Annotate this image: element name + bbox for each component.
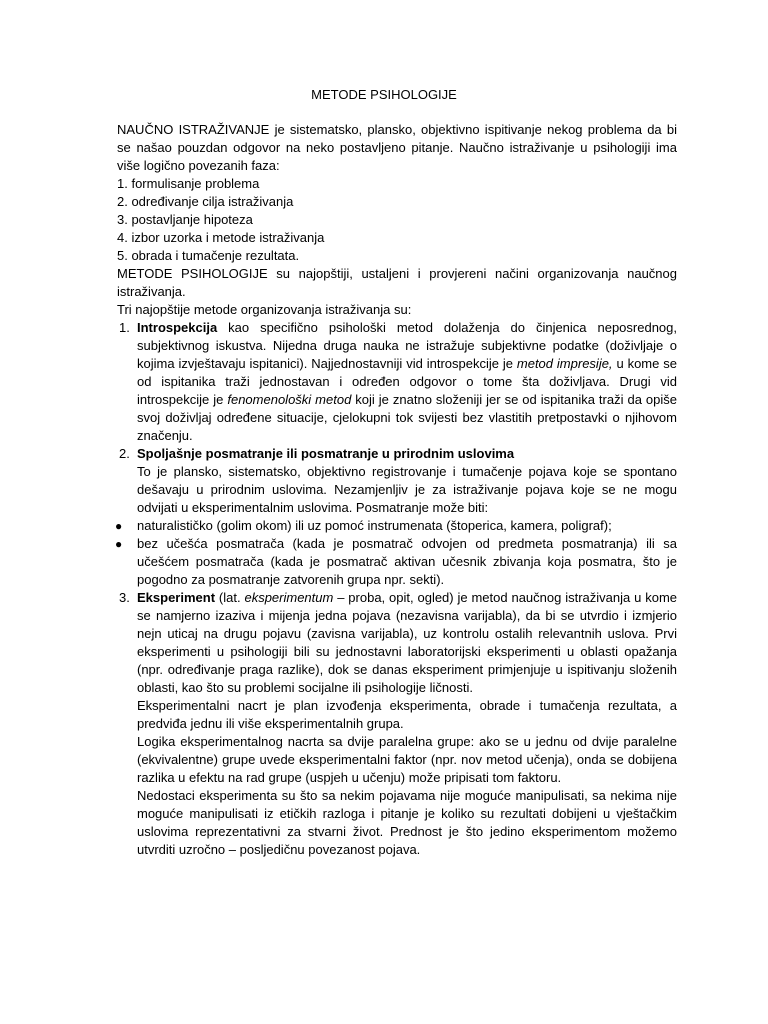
method-text-part: kao specifično psihološki metod dolaženja do činjenica neposrednog, subjektivnog iskustva. Nijedna druga nauka ne istražuje subjektivne podatke (doživljaje o kojima izvještavaju ispitanici). Najjednostavniji vid introspekcije je <box>137 320 677 371</box>
list-item <box>117 517 677 535</box>
list-item: 2. određivanje cilja istraživanja <box>117 194 294 209</box>
method-number: 2. <box>119 446 130 461</box>
method-text-part: – proba, opit, ogled) je metod naučnog istraživanja u kome se namjerno izaziva i mijenja jedna pojava (nezavisna varijabla), da bi se utvrdio i izmjerio nejn uticaj na drugu pojavu (zavisna varijabla), uz kontrolu ostalih relevantnih uslova. Prvi eksperimenti u psihologiji bili su jednostavni laboratorijski eksperimenti u oblasti opažanja (npr. određivanje praga razlike), dok se danas eksperiment primjenjuje u ispitivanju složenih oblasti, kao što su problemi socijalne ili psihologije ličnosti. <box>137 590 678 695</box>
method-introspekcija <box>117 319 677 445</box>
term-italic: eksperimentum <box>244 590 334 605</box>
method-paragraph: Nedostaci eksperimenta su što sa nekim pojavama nije moguće manipulisati, sa nekima nije moguće manipulisati iz etičkih razloga i pitanje je koliko su rezultati dobijeni u vještačkim uslovima reprezentativni za stvarni život. Prednost je što jedino eksperimentom možemo utvrditi uzročno – posljedičnu povezanost pojava. <box>137 788 677 857</box>
bullet-icon: ● <box>115 537 123 551</box>
document-body <box>117 121 677 859</box>
method-text: To je plansko, sistematsko, objektivno registrovanje i tumačenje pojava koje se spontano dešavaju u prirodnim uslovima. Nezamjenljiv je za istraživanje pojava koje se ne mogu odvijati u eksperimentalnim uslovima. Posmatranje može biti: <box>137 464 677 515</box>
term-italic: fenomenološki metod <box>227 392 352 407</box>
methods-definition: METODE PSIHOLOGIJE su najopštiji, ustaljeni i provjereni načini organizovanja naučnog istraživanja. <box>117 266 677 299</box>
list-item: 5. obrada i tumačenje rezultata. <box>117 248 300 263</box>
intro-paragraph: NAUČNO ISTRAŽIVANJE je sistematsko, plansko, objektivno ispitivanje nekog problema da bi se našao pouzdan odgovor na neko postavljeno pitanje. Naučno istraživanje u psihologiji ima više logično povezanih faza: <box>117 122 677 173</box>
method-list <box>117 319 677 859</box>
method-text-part: u kome se od ispitanika traži jednostavan i određen odgovor o tome šta doživljava. Drugi vid introspekcije je <box>137 356 677 407</box>
list-item: 1. formulisanje problema <box>117 176 260 191</box>
method-name: Spoljašnje posmatranje ili posmatranje u prirodnim uslovima <box>137 446 515 461</box>
phase-list <box>117 175 677 265</box>
method-paragraph: Logika eksperimentalnog nacrta sa dvije paralelna grupe: ako se u jednu od dvije paralelne (ekvivalentne) grupe uvede eksperimentalni faktor (npr. nov metod učenja), onda se dobijena razlika u efektu na rad grupe (uspjeh u učenju) može pripisati tom faktoru. <box>137 734 677 785</box>
method-name: Eksperiment <box>137 590 216 605</box>
method-eksperiment <box>117 589 677 859</box>
list-item: 3. postavljanje hipoteza <box>117 212 253 227</box>
method-heading <box>137 445 677 463</box>
method-number: 1. <box>119 320 130 335</box>
methods-intro: Tri najopštije metode organizovanja istraživanja su: <box>117 302 412 317</box>
method-posmatranje <box>117 445 677 517</box>
method-text-part: (lat. <box>215 590 245 605</box>
method-name: Introspekcija <box>137 320 218 335</box>
method-number: 3. <box>119 590 130 605</box>
list-item: 4. izbor uzorka i metode istraživanja <box>117 230 325 245</box>
list-item <box>117 535 677 589</box>
method-text-part: koji je znatno složeniji jer se od ispitanika traži da opiše svoj doživljaj određene situacije, cjelokupni tok svijesti bez vlastitih pretpostavki o njihovom značenju. <box>137 392 677 443</box>
method-paragraph: Eksperimentalni nacrt je plan izvođenja eksperimenta, obrade i tumačenja rezultata, a predviđa jednu ili više eksperimentalnih grupa. <box>137 698 677 731</box>
method-text <box>137 319 677 445</box>
bullet-text: naturalističko (golim okom) ili uz pomoć instrumenata (štoperica, kamera, poligraf); <box>137 518 612 533</box>
bullet-icon: ● <box>115 519 123 533</box>
method-text <box>137 589 677 697</box>
term-italic: metod impresije, <box>516 356 613 371</box>
bullet-text: bez učešća posmatrača (kada je posmatrač odvojen od predmeta posmatranja) ili sa učešćem posmatrača (kada je posmatrač aktivan učesnik zbivanja koja posmatra, što je pogodno za posmatranje zatvorenih grupa npr. sekti). <box>137 536 677 587</box>
page-title: METODE PSIHOLOGIJE <box>311 87 457 102</box>
